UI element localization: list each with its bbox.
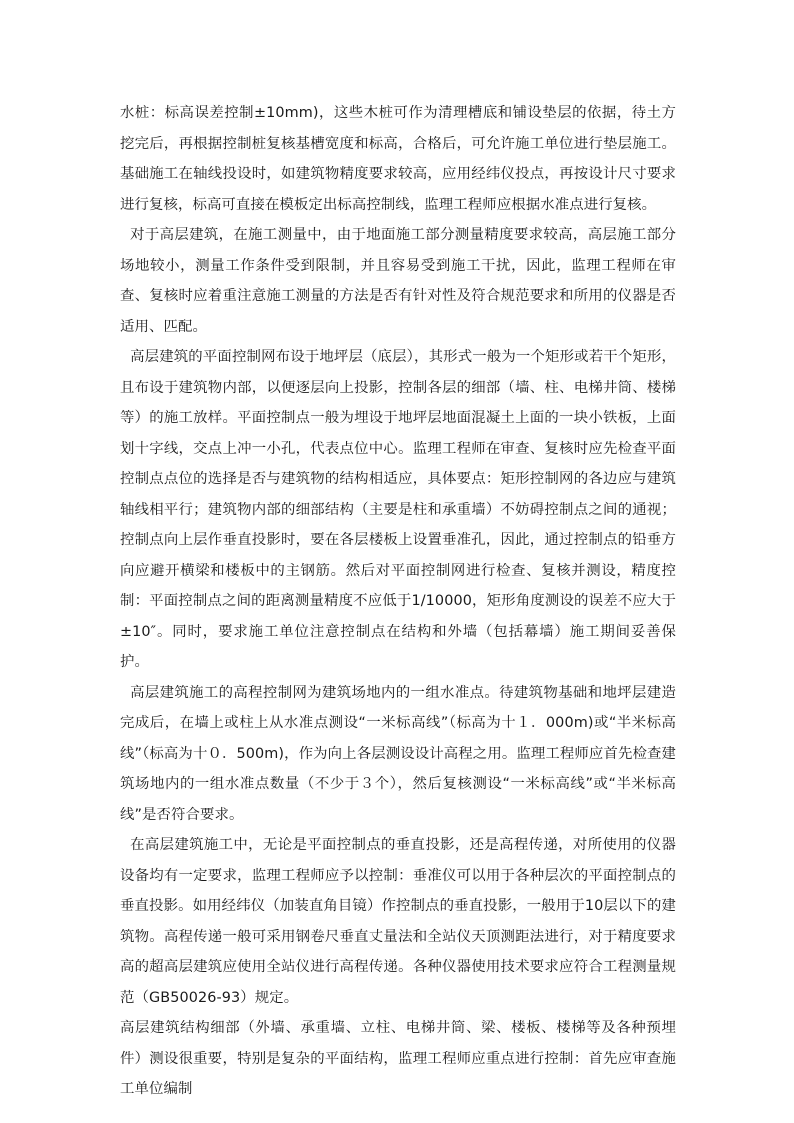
paragraph-elevation-control-network: 高层建筑施工的高程控制网为建筑场地内的一组水准点。待建筑物基础和地坪层建造完成后，在墙上或柱上从水准点测设“一米标高线”（标高为十１．000m)或“半米标高线”（标高为十０．500m)，作为向上各层测设设计高程之用。监理工程师应首先检查建筑场地内的一组水准点数量（不少于３个），然后复核测设“一米标高线”或“半米标高线”是否符合要求。 [120, 684, 676, 823]
paragraph-continuation: 水桩：标高误差控制±10mm)，这些木桩可作为清理槽底和铺设垫层的依据，待土方挖完后，再根据控制桩复核基槽宽度和标高，合格后，可允许施工单位进行垫层施工。基础施工在轴线投设时，如建筑物精度要求较高，应用经纬仪投点，再按设计尺寸要求进行复核，标高可直接在模板定出标高控制线，监理工程师应根据水准点进行复核。 [120, 105, 676, 213]
document-body [120, 98, 676, 1105]
paragraph-high-rise-survey: 对于高层建筑，在施工测量中，由于地面施工部分测量精度要求较高，高层施工部分场地较小，测量工作条件受到限制，并且容易受到施工干扰，因此，监理工程师在审查、复核时应着重注意施工测量的方法是否有针对性及符合规范要求和所用的仪器是否适用、匹配。 [120, 227, 676, 335]
paragraph-structural-details: 高层建筑结构细部（外墙、承重墙、立柱、电梯井筒、梁、楼板、楼梯等及各种预埋件）测设很重要，特别是复杂的平面结构，监理工程师应重点进行控制：首先应审查施工单位编制 [120, 1020, 676, 1097]
paragraph-instrument-requirements: 在高层建筑施工中，无论是平面控制点的垂直投影，还是高程传递，对所使用的仪器设备均有一定要求，监理工程师应予以控制：垂准仪可以用于各种层次的平面控制点的垂直投影。如用经纬仪（加装直角目镜）作控制点的垂直投影，一般用于10层以下的建筑物。高程传递一般可采用钢卷尺垂直丈量法和全站仪天顶测距法进行，对于精度要求高的超高层建筑应使用全站仪进行高程传递。各种仪器使用技术要求应符合工程测量规范（GB50026-93）规定。 [120, 837, 676, 1006]
paragraph-plane-control-network: 高层建筑的平面控制网布设于地坪层（底层），其形式一般为一个矩形或若干个矩形，且布设于建筑物内部，以便逐层向上投影，控制各层的细部（墙、柱、电梯井筒、楼梯等）的施工放样。平面控制点一般为埋设于地坪层地面混凝土上面的一块小铁板，上面划十字线，交点上冲一小孔，代表点位中心。监理工程师在审查、复核时应先检查平面控制点点位的选择是否与建筑物的结构相适应，具体要点：矩形控制网的各边应与建筑轴线相平行；建筑物内部的细部结构（主要是柱和承重墙）不妨碍控制点之间的通视；控制点向上层作垂直投影时，要在各层楼板上设置垂准孔，因此，通过控制点的铅垂方向应避开横梁和楼板中的主钢筋。然后对平面控制网进行检查、复核并测设，精度控制：平面控制点之间的距离测量精度不应低于1/10000，矩形角度测设的误差不应大于±10″。同时，要求施工单位注意控制点在结构和外墙（包括幕墙）施工期间妥善保护。 [120, 349, 676, 670]
